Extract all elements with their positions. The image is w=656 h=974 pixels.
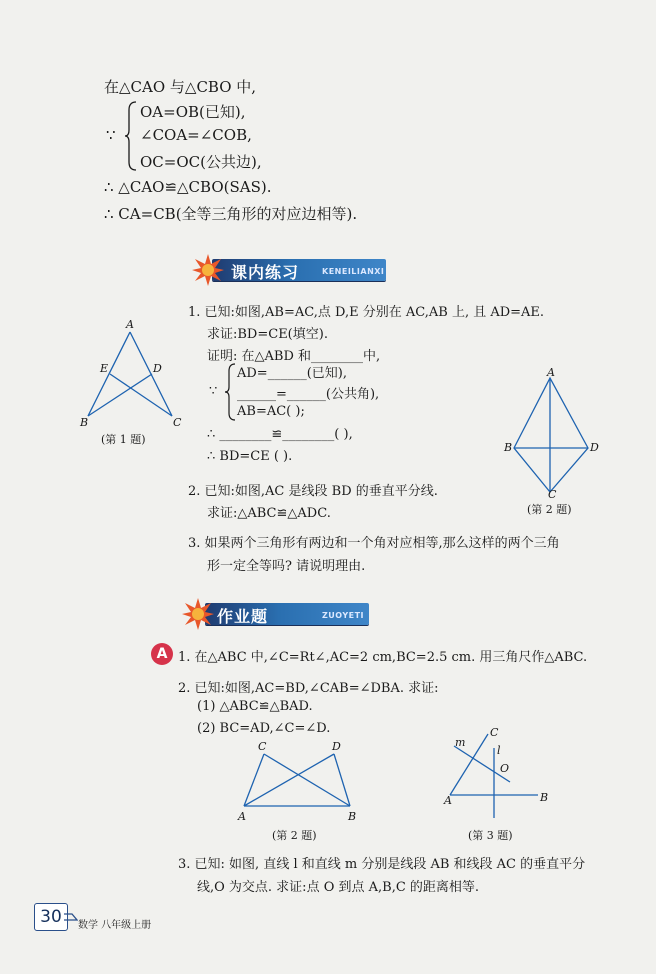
burst-icon [181, 597, 215, 631]
level-a-badge [151, 643, 173, 665]
page-tab-arrow-icon [64, 912, 78, 924]
ex1-proof-start: 证明: 在△ABD 和________中, [207, 349, 381, 364]
ex2-point-d: D [590, 441, 599, 454]
section-subtitle-homework: ZUOYETI [322, 611, 365, 620]
ex1-point-c: C [173, 416, 182, 429]
burst-icon [191, 253, 225, 287]
proof-intro: 在△CAO 与△CBO 中, [104, 78, 257, 96]
hw2-point-d: D [332, 740, 341, 753]
hw3-point-c: C [490, 726, 499, 739]
ex1-point-a: A [126, 318, 134, 331]
proof-brace [124, 100, 140, 172]
ex1-because-symbol: ∵ [209, 384, 218, 399]
ex1-figure-caption: (第 1 题) [101, 433, 146, 446]
ex1-brace [224, 362, 238, 422]
ex1-goal: 求证:BD=CE(填空). [207, 327, 328, 342]
ex2-figure-caption: (第 2 题) [527, 503, 572, 516]
hw3-figure-caption: (第 3 题) [468, 829, 513, 842]
ex3-question-line-2: 形一定全等吗? 请说明理由. [207, 559, 366, 574]
hw2-point-a: A [238, 810, 246, 823]
ex2-statement: 2. 已知:如图,AC 是线段 BD 的垂直平分线. [188, 484, 438, 499]
ex1-therefore-2: ∴ BD=CE ( ). [207, 449, 293, 464]
ex1-point-b: B [80, 416, 89, 429]
ex1-point-e: E [100, 362, 109, 375]
hw3-line-l: l [497, 744, 501, 757]
ex2-point-b: B [504, 441, 513, 454]
hw3-line-m: m [455, 736, 466, 749]
ex1-blank-1: AD=______(已知), [237, 366, 347, 381]
proof-conclusion-2: ∴ CA=CB(全等三角形的对应边相等). [104, 205, 358, 223]
ex1-blank-2: ______=______(公共角), [237, 387, 380, 402]
hw1-statement: 1. 在△ABC 中,∠C=Rt∠,AC=2 cm,BC=2.5 cm. 用三角尺作△ABC. [178, 650, 588, 665]
ex1-statement: 1. 已知:如图,AB=AC,点 D,E 分别在 AC,AB 上, 且 AD=AE. [188, 305, 545, 320]
hw2-point-b: B [348, 810, 357, 823]
hw3-point-b: B [540, 791, 549, 804]
book-title: 数学 八年级上册 [78, 920, 152, 931]
hw3-point-o: O [500, 762, 510, 775]
hw2-point-c: C [258, 740, 267, 753]
section-title-homework: 作业题 [217, 607, 269, 626]
ex1-figure [78, 318, 190, 430]
ex1-point-d: D [153, 362, 162, 375]
ex2-point-c: C [548, 488, 557, 501]
section-subtitle-practice: KENEILIANXI [322, 267, 385, 276]
section-title-practice: 课内练习 [231, 263, 300, 282]
level-a-badge-label: A [156, 646, 168, 662]
hw2-figure [236, 746, 366, 818]
hw2-item-1: (1) △ABC≌△BAD. [197, 699, 313, 714]
proof-cond-1: OA=OB(已知), [140, 103, 246, 121]
hw3-point-a: A [444, 794, 452, 807]
ex1-therefore-1: ∴ ________≌________( ), [207, 427, 353, 442]
hw3-statement-line-2: 线,O 为交点. 求证:点 O 到点 A,B,C 的距离相等. [197, 880, 480, 895]
because-symbol: ∵ [106, 126, 116, 144]
proof-conclusion-1: ∴ △CAO≌△CBO(SAS). [104, 178, 272, 196]
hw3-statement-line-1: 3. 已知: 如图, 直线 l 和直线 m 分别是线段 AB 和线段 AC 的垂直平分 [178, 857, 586, 872]
ex2-goal: 求证:△ABC≌△ADC. [207, 506, 331, 521]
hw2-figure-caption: (第 2 题) [272, 829, 317, 842]
hw2-statement: 2. 已知:如图,AC=BD,∠CAB=∠DBA. 求证: [178, 681, 439, 696]
ex2-point-a: A [547, 366, 555, 379]
ex2-figure [500, 364, 600, 504]
ex1-blank-3: AB=AC( ); [237, 404, 305, 419]
proof-cond-3: OC=OC(公共边), [140, 153, 262, 171]
page-number: 30 [34, 903, 68, 931]
hw2-item-2: (2) BC=AD,∠C=∠D. [197, 721, 331, 736]
proof-cond-2: ∠COA=∠COB, [140, 126, 252, 144]
ex3-question-line-1: 3. 如果两个三角形有两边和一个角对应相等,那么这样的两个三角 [188, 536, 560, 551]
